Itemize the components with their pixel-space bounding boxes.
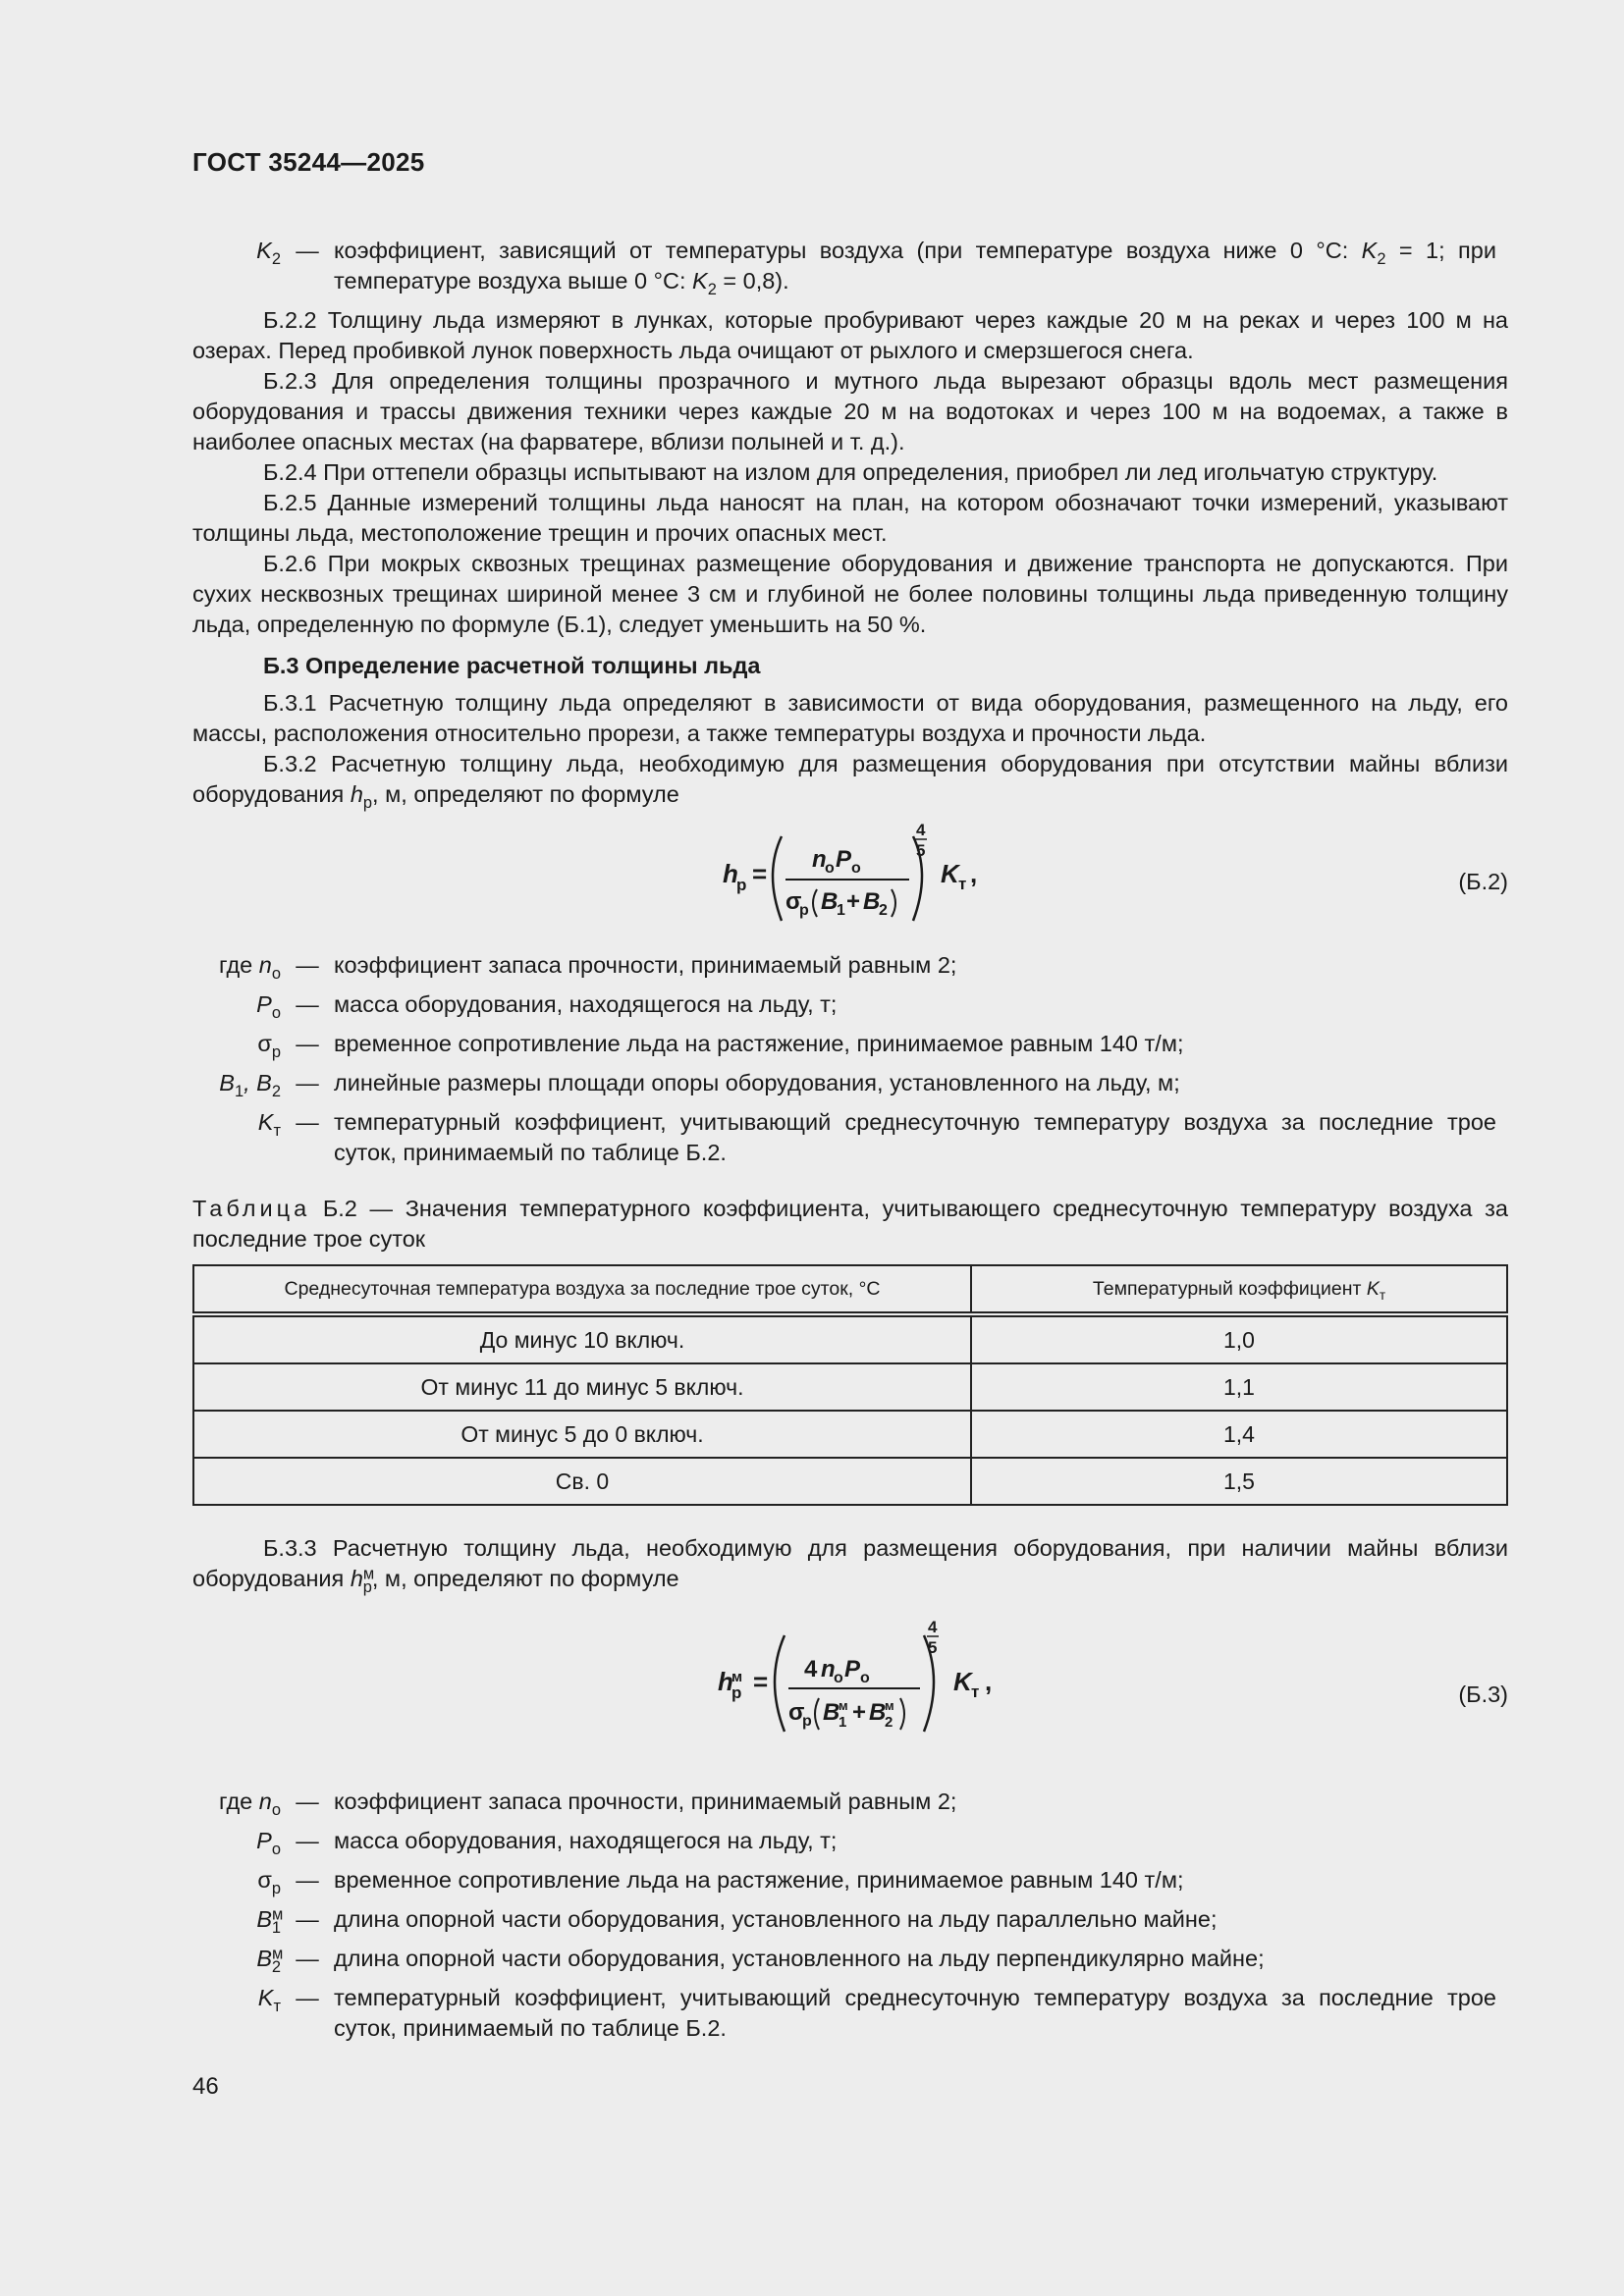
where-item: где $n_о$ — коэффициент запаса прочности, принимаемый равным 2; (218, 1789, 957, 1819)
table-header-row (193, 1265, 1507, 1314)
svg-text:p: p (799, 902, 809, 919)
where-item: $K_т$ — температурный коэффициент, учитывающий среднесуточную температуру воздуха за последние трое суток, принимаемый по таблице Б.2. (257, 1985, 1496, 2041)
paragraph-b22: Б.2.2 Толщину льда измеряют в лунках, которые пробуривают через каждые 20 м на реках и через 100 м на озерах. Перед пробивкой лунок поверхность льда очищают от рыхлого и смерзшегося снега. (192, 307, 1508, 363)
k2-symbol: $K_2$ (256, 238, 281, 268)
svg-text:p: p (802, 1713, 812, 1730)
where-item: $P_о$ — масса оборудования, находящегося на льду, т; (256, 991, 838, 1022)
paragraph-b32: Б.3.2 Расчетную толщину льда, необходимую для размещения оборудования при отсутствии майны вблизи оборудования $h_р$, м, определяют по формуле (192, 751, 1508, 812)
formula-b3-number: (Б.3) (1458, 1682, 1508, 1707)
svg-text:5: 5 (928, 1638, 938, 1657)
where-item: $B_1$, $B_2$ — линейные размеры площади опоры оборудования, установленного на льду, м; (219, 1070, 1180, 1100)
svg-text:K: K (941, 859, 959, 888)
svg-text:м: м (839, 1698, 848, 1713)
svg-text:σ: σ (785, 888, 802, 915)
where-item: $P_о$ — масса оборудования, находящегося на льду, т; (256, 1828, 838, 1858)
table-row (193, 1411, 1507, 1458)
table-header-cell: Температурный коэффициент $K_т$ (971, 1265, 1507, 1314)
svg-text:σ: σ (788, 1699, 805, 1726)
svg-text:1: 1 (837, 902, 845, 919)
formula-b3 (192, 1610, 1508, 1747)
table-row (193, 1363, 1507, 1411)
svg-text:P: P (836, 846, 852, 873)
svg-text:м: м (885, 1698, 894, 1713)
svg-text:5: 5 (916, 841, 926, 860)
section-b3-title: Б.3 Определение расчетной толщины льда (263, 653, 761, 678)
section-b3 (192, 651, 1508, 810)
paragraph-b31: Б.3.1 Расчетную толщину льда определяют в зависимости от вида оборудования, размещенного на льду, его массы, расположения относительно прорези, а также температуры воздуха и прочности льда. (192, 690, 1508, 746)
where-item: $\sigma_р$ — временное сопротивление льда на растяжение, принимаемое равным 140 т/м; (257, 1031, 1184, 1061)
table-caption: Таблица Б.2 — Значения температурного коэффициента, учитывающего среднесуточную температуру воздуха за последние трое суток (192, 1196, 1508, 1252)
svg-text:+: + (846, 888, 861, 915)
svg-text:o: o (825, 860, 835, 877)
table-cell: До минус 10 включ. (193, 1314, 971, 1363)
paragraph-b24: Б.2.4 При оттепели образцы испытывают на излом для определения, приобрел ли лед игольчатую структуру. (263, 459, 1438, 485)
paragraph-b33: Б.3.3 Расчетную толщину льда, необходимую для размещения оборудования, при наличии майны вблизи оборудования $h^м_р$, м, определяют по формуле (192, 1535, 1508, 1596)
svg-text:,: , (985, 1667, 993, 1696)
svg-text:o: o (851, 860, 861, 877)
where-item: $K_т$ — температурный коэффициент, учитывающий среднесуточную температуру воздуха за последние трое суток, принимаемый по таблице Б.2. (257, 1109, 1496, 1165)
svg-text:т: т (958, 875, 967, 893)
svg-text:т: т (971, 1682, 980, 1701)
svg-text:м: м (731, 1669, 743, 1685)
where-item: где $n_о$ — коэффициент запаса прочности, принимаемый равным 2; (218, 952, 957, 983)
table-cell: 1,0 (971, 1314, 1507, 1363)
svg-text:P: P (844, 1656, 861, 1682)
svg-text:n: n (812, 846, 827, 873)
table-cell: От минус 11 до минус 5 включ. (193, 1363, 971, 1411)
where-list-b3 (192, 1787, 1508, 2053)
svg-text:4: 4 (916, 821, 926, 839)
formula-b2-graphic (723, 815, 1017, 933)
svg-text:4: 4 (804, 1656, 818, 1682)
svg-text:n: n (821, 1656, 836, 1682)
svg-text:K: K (953, 1667, 972, 1696)
k2-text: коэффициент, зависящий от температуры воздуха (при температуре воздуха ниже 0 °C: $K_2 = 1$; при температуре воздуха выше 0 °C: $K_2 = 0,8$). (334, 238, 1496, 298)
svg-text:,: , (970, 859, 978, 888)
formula-b2 (192, 815, 1508, 933)
table-cell: 1,4 (971, 1411, 1507, 1458)
svg-text:1: 1 (839, 1714, 847, 1731)
formula-b3-graphic (718, 1610, 1032, 1747)
svg-text:+: + (852, 1699, 867, 1726)
svg-text:B: B (821, 888, 839, 915)
svg-text:=: = (752, 859, 768, 888)
section-b2-paragraphs (192, 305, 1508, 640)
svg-text:B: B (823, 1699, 840, 1726)
table-b2 (192, 1264, 1508, 1506)
svg-text:2: 2 (885, 1714, 893, 1731)
paragraph-b23: Б.2.3 Для определения толщины прозрачного и мутного льда вырезают образцы вдоль мест размещения оборудования и трассы движения техники через каждые 20 м на водотоках и через 100 м на водоемах, а также в наиболее опасных местах (на фарватере, вблизи полыней и т. д.). (192, 368, 1508, 454)
paragraph-b25: Б.2.5 Данные измерений толщины льда наносят на план, на котором обозначают точки измерений, указывают толщины льда, местоположение трещин и прочих опасных мест. (192, 490, 1508, 546)
table-header-cell: Среднесуточная температура воздуха за последние трое суток, °С (193, 1265, 971, 1314)
table-row (193, 1458, 1507, 1505)
where-item: $B^м_2$ — длина опорной части оборудования, установленного на льду перпендикулярно майне; (256, 1945, 1265, 1976)
svg-text:=: = (753, 1667, 769, 1696)
table-cell: Св. 0 (193, 1458, 971, 1505)
formula-b2-lhs: h (723, 859, 738, 888)
k2-dash: — (296, 238, 319, 263)
svg-text:B: B (863, 888, 881, 915)
table-cell: От минус 5 до 0 включ. (193, 1411, 971, 1458)
svg-text:h: h (718, 1667, 733, 1696)
k2-definition (192, 236, 1508, 305)
svg-text:4: 4 (928, 1618, 938, 1636)
table-cell: 1,5 (971, 1458, 1507, 1505)
table-row (193, 1314, 1507, 1363)
page-number: 46 (192, 2073, 219, 2100)
where-list-b2 (192, 950, 1508, 1177)
svg-text:2: 2 (879, 902, 888, 919)
formula-b2-number: (Б.2) (1458, 869, 1508, 894)
paragraph-b26: Б.2.6 При мокрых сквозных трещинах размещение оборудования и движение транспорта не допускаются. При сухих несквозных трещинах шириной менее 3 см и глубиной не более половины толщины льда приведенную толщину льда, определенную по формуле (Б.1), следует уменьшить на 50 %. (192, 551, 1508, 637)
svg-text:o: o (860, 1670, 870, 1686)
where-item: $\sigma_р$ — временное сопротивление льда на растяжение, принимаемое равным 140 т/м; (257, 1867, 1184, 1897)
svg-text:B: B (869, 1699, 887, 1726)
svg-text:p: p (731, 1683, 742, 1702)
page-header: ГОСТ 35244—2025 (192, 147, 425, 177)
table-cell: 1,1 (971, 1363, 1507, 1411)
where-item: $B^м_1$ — длина опорной части оборудования, установленного на льду параллельно майне; (256, 1905, 1218, 1937)
formula-b2-lhs-sub: p (736, 876, 747, 894)
svg-text:o: o (834, 1670, 843, 1686)
